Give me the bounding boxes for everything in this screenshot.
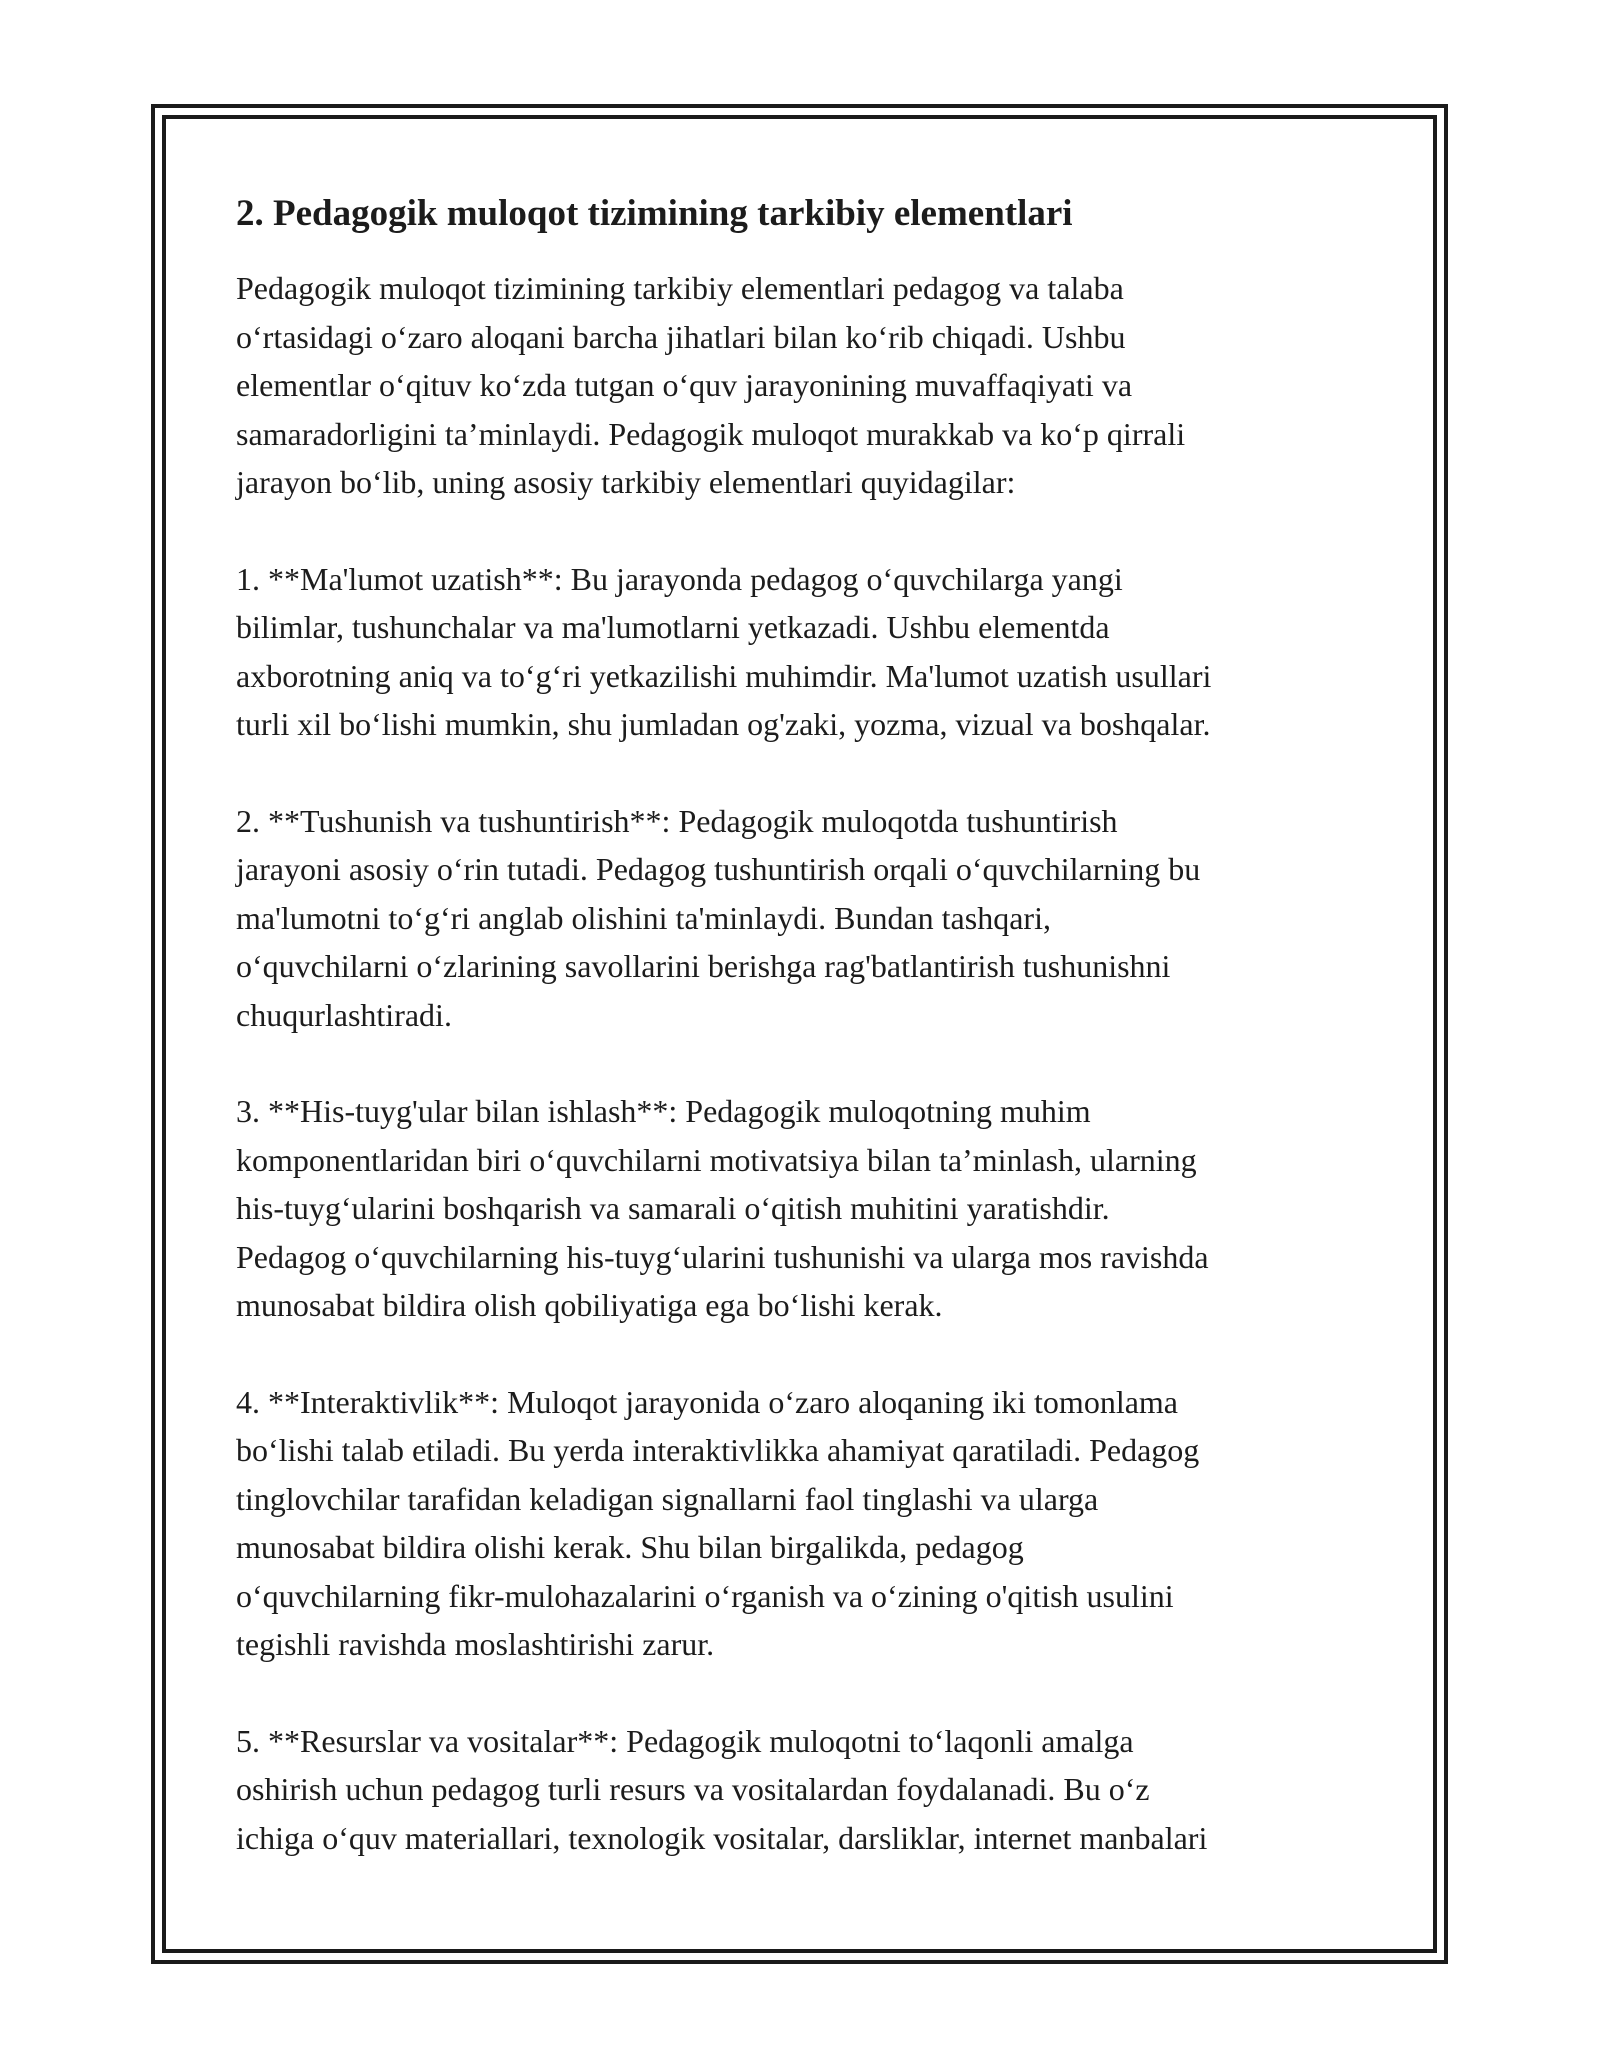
item-1-line: turli xil bo‘lishi mumkin, shu jumladan og'zaki, yozma, vizual va boshqalar. [236,706,1211,742]
item-1-line: axborotning aniq va to‘g‘ri yetkazilishi muhimdir. Ma'lumot uzatish usullari [236,657,1212,694]
section-heading: 2. Pedagogik muloqot tizimining tarkibiy elementlari [236,193,1073,234]
item-1-line: 1. **Ma'lumot uzatish**: Bu jarayonda pedagog o‘quvchilarga yangi [236,560,1123,597]
item-4-line: tegishli ravishda moslashtirishi zarur. [236,1626,715,1662]
item-3-line: his-tuyg‘ularini boshqarish va samarali o‘qitish muhitini yaratishdir. [236,1190,1110,1226]
list-item-4-paragraph [236,1378,1376,1669]
item-2-line: chuqurlashtiradi. [236,996,452,1033]
list-item-5-paragraph [236,1717,1376,1863]
item-3-line: 3. **His-tuyg'ular bilan ishlash**: Pedagogik muloqotning muhim [236,1093,1091,1129]
intro-line: Pedagogik muloqot tizimining tarkibiy elementlari pedagog va talaba [236,270,1124,306]
item-2-line: 2. **Tushunish va tushuntirish**: Pedagogik muloqotda tushuntirish [236,802,1118,839]
item-4-line: munosabat bildira olishi kerak. Shu bilan birgalikda, pedagog [236,1529,1024,1565]
item-4-line: tinglovchilar tarafidan keladigan signallarni faol tinglashi va ularga [236,1480,1099,1517]
intro-line: elementlar o‘qituv ko‘zda tutgan o‘quv jarayonining muvaffaqiyati va [236,367,1133,403]
intro-line: jarayon bo‘lib, uning asosiy tarkibiy elementlari quyidagilar: [236,464,1016,500]
item-2-line: ma'lumotni to‘g‘ri anglab olishini ta'minlaydi. Bundan tashqari, [236,899,1051,936]
item-5-line: 5. **Resurslar va vositalar**: Pedagogik muloqotni to‘laqonli amalga [236,1722,1134,1759]
item-5-line: oshirish uchun pedagog turli resurs va vositalardan foydalanadi. Bu o‘z [236,1771,1150,1807]
item-3-line: munosabat bildira olish qobiliyatiga ega bo‘lishi kerak. [236,1287,943,1323]
item-2-line: jarayoni asosiy o‘rin tutadi. Pedagog tushuntirish orqali o‘quvchilarning bu [236,851,1201,887]
item-5-line: ichiga o‘quv materiallari, texnologik vositalar, darsliklar, internet manbalari [236,1819,1208,1856]
document-body [236,186,1376,1910]
item-3-line: komponentlaridan biri o‘quvchilarni motivatsiya bilan ta’minlash, ularning [236,1141,1197,1178]
list-item-3-paragraph [236,1087,1376,1330]
intro-paragraph [236,264,1376,507]
item-4-line: o‘quvchilarning fikr-mulohazalarini o‘rganish va o‘zining o'qitish usulini [236,1577,1174,1614]
list-item-1-paragraph [236,555,1376,749]
intro-line: o‘rtasidagi o‘zaro aloqani barcha jihatlari bilan ko‘rib chiqadi. Ushbu [236,318,1126,355]
item-4-line: bo‘lishi talab etiladi. Bu yerda interaktivlikka ahamiyat qaratiladi. Pedagog [236,1432,1200,1468]
item-3-line: Pedagog o‘quvchilarning his-tuyg‘ularini tushunishi va ularga mos ravishda [236,1238,1209,1275]
item-2-line: o‘quvchilarni o‘zlarining savollarini berishga rag'batlantirish tushunishni [236,948,1171,984]
item-4-line: 4. **Interaktivlik**: Muloqot jarayonida o‘zaro aloqaning iki tomonlama [236,1383,1178,1420]
item-1-line: bilimlar, tushunchalar va ma'lumotlarni yetkazadi. Ushbu elementda [236,609,1110,645]
intro-line: samaradorligini ta’minlaydi. Pedagogik muloqot murakkab va ko‘p qirrali [236,415,1186,452]
list-item-2-paragraph [236,797,1376,1040]
